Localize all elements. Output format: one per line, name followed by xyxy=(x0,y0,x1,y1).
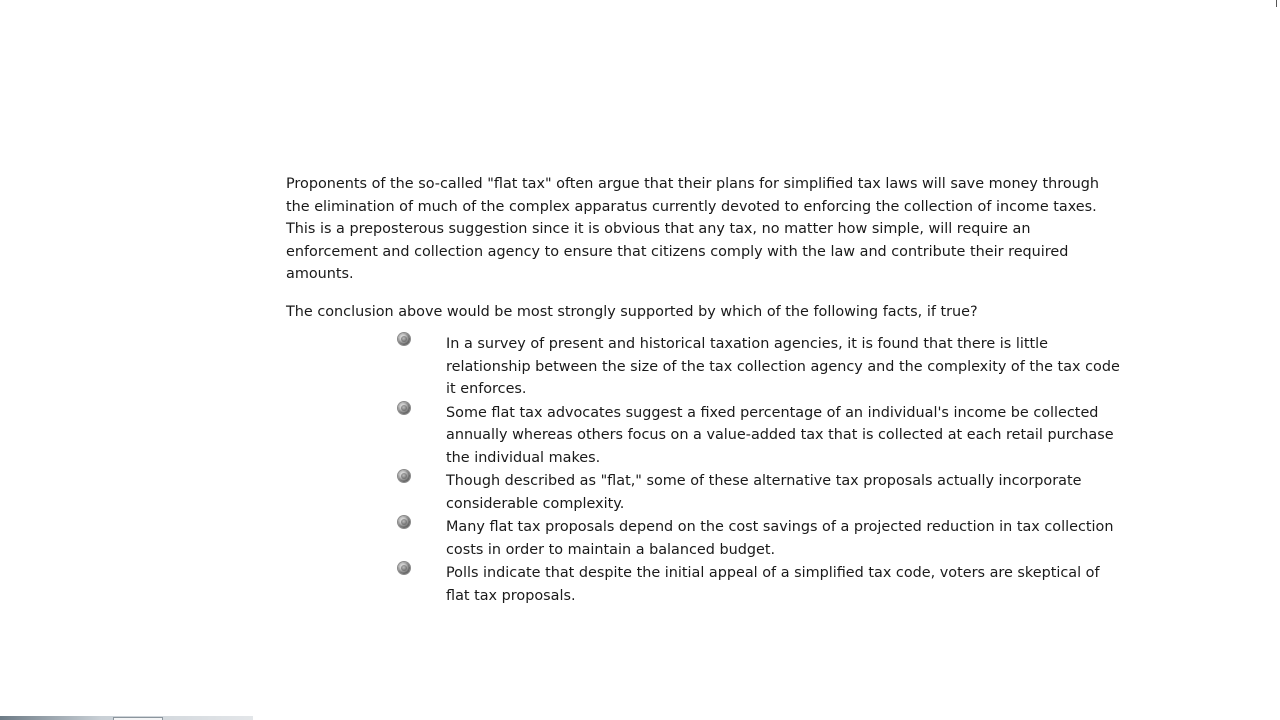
answer-choice-label: Though described as "flat," some of these alternative tax proposals actually incorporate considerable complexity. xyxy=(446,473,1082,512)
answer-choice-b[interactable] xyxy=(286,402,1126,470)
answer-choice-e[interactable] xyxy=(286,562,1126,607)
passage-text: Proponents of the so-called "flat tax" often argue that their plans for simplified tax laws will save money through the elimination of much of the complex apparatus currently devoted to enforcing the collection of income taxes. This is a preposterous suggestion since it is obvious that any tax, no matter how simple, will require an enforcement and collection agency to ensure that citizens comply with the law and contribute their required amounts. xyxy=(286,176,1100,282)
question-prompt: The conclusion above would be most strongly supported by which of the following facts, if true? xyxy=(286,303,978,320)
answer-choice-label: Many flat tax proposals depend on the cost savings of a projected reduction in tax collection costs in order to maintain a balanced budget. xyxy=(446,519,1114,558)
answer-choices xyxy=(286,333,1126,607)
answer-choice-label: In a survey of present and historical taxation agencies, it is found that there is little relationship between the size of the tax collection agency and the complexity of the tax code it enforces. xyxy=(446,336,1120,397)
question-panel xyxy=(286,173,1126,608)
radio-button-icon[interactable] xyxy=(398,333,410,345)
radio-button-icon[interactable] xyxy=(398,562,410,574)
text-cursor xyxy=(1276,0,1277,7)
answer-choice-c[interactable] xyxy=(286,470,1126,515)
answer-choice-a[interactable] xyxy=(286,333,1126,401)
radio-button-icon[interactable] xyxy=(398,470,410,482)
radio-button-icon[interactable] xyxy=(398,402,410,414)
answer-choice-label: Some flat tax advocates suggest a fixed percentage of an individual's income be collected annually whereas others focus on a value-added tax that is collected at each retail purchase the individual makes. xyxy=(446,404,1114,466)
answer-choice-d[interactable] xyxy=(286,516,1126,561)
radio-button-icon[interactable] xyxy=(398,516,410,528)
answer-choice-label: Polls indicate that despite the initial appeal of a simplified tax code, voters are skeptical of flat tax proposals. xyxy=(446,565,1100,604)
